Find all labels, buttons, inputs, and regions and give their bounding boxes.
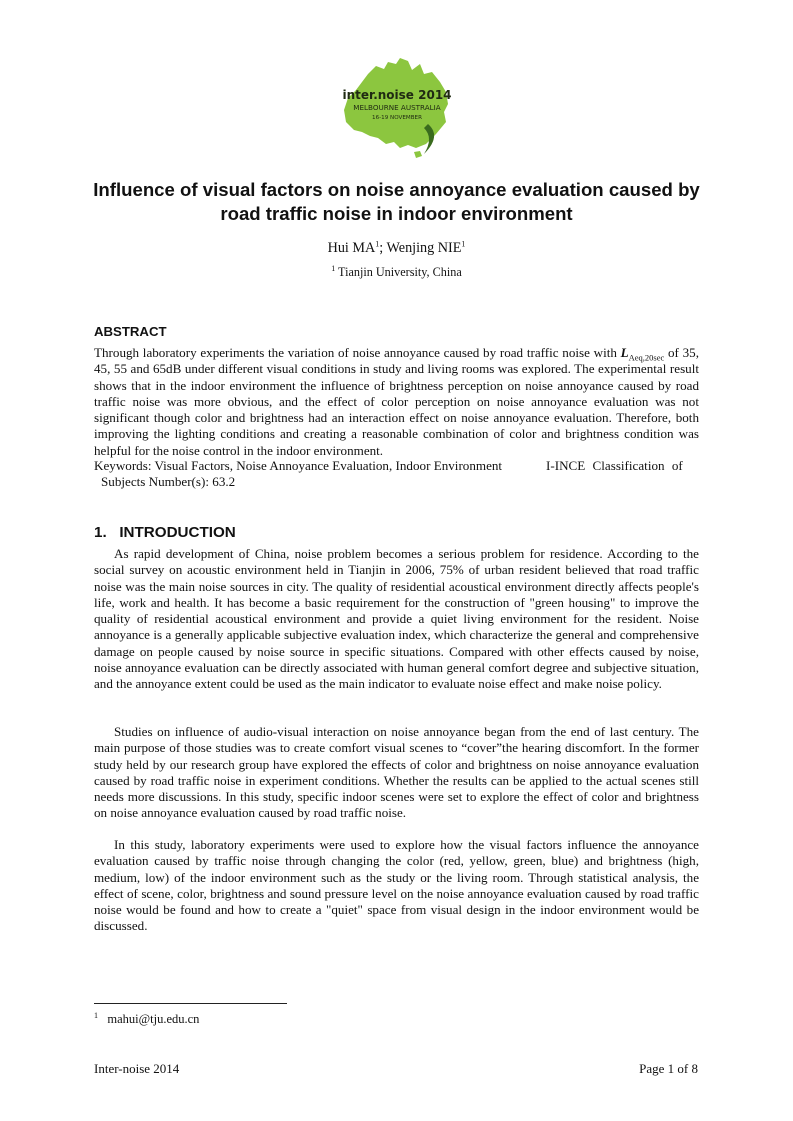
title-line2: road traffic noise in indoor environment xyxy=(220,202,573,224)
conference-logo xyxy=(316,52,478,160)
footnote-mark: 1 xyxy=(94,1010,98,1020)
logo-line2: MELBOURNE AUSTRALIA xyxy=(353,103,441,112)
paper-title xyxy=(60,178,733,225)
author-separator: ; xyxy=(379,240,387,256)
footnote-divider xyxy=(94,1003,287,1004)
logo-line3: 16-19 NOVEMBER xyxy=(372,115,422,121)
affiliation-text: Tianjin University, China xyxy=(335,265,462,279)
logo-line1: inter.noise 2014 xyxy=(342,88,452,102)
abstract-text-start: Through laboratory experiments the variation of noise annoyance caused by road traffic noise with xyxy=(94,345,621,360)
laeq-symbol: L xyxy=(620,345,629,360)
introduction-heading: 1. INTRODUCTION xyxy=(94,524,236,541)
intro-paragraph-1: As rapid development of China, noise problem becomes a serious problem for residence. According to the social survey on acoustic environment held in Tianjin in 2006, 75% of urban resident believed that road traffic noise was the main noise sources in city. The quality of residential acoustical environment directly affects people's life, work and health. It has become a basic requirement for the construction of "green housing" to improve the quality of residential acoustical environment and provide a quiet living environment for the resident. Noise annoyance is a generally applicable subjective evaluation index, which characterize the general and comprehensive damage on people caused by noise source in specific situations. Compared with other effects caused by noise, noise annoyance evaluation can be directly associated with human general comfort degree and subjective situation, and the annoyance extent could be used as the main indicator to evaluate noise effect and make noise policy. xyxy=(94,546,699,691)
author-2-affiliation-mark: 1 xyxy=(461,239,466,249)
intro-paragraph-3: In this study, laboratory experiments were used to explore how the visual factors influence the annoyance evaluation caused by traffic noise through changing the color (red, yellow, green, blue) and brightness (high, medium, low) of the indoor environment such as the study or the living room. Through statistical analysis, the effect of scene, color, brightness and sound pressure level on the noise annoyance evaluation caused by road traffic noise would be found and how to create a "quiet" space from visual design in the indoor environment would be discussed. xyxy=(94,837,699,934)
abstract-text-rest: of 35, 45, 55 and 65dB under different visual conditions in study and living rooms was explored. The experimental result shows that in the indoor environment the influence of brightness perception on noise annoyance caused by road traffic noise was more obvious, and the effect of color perception on noise annoyance evaluation was not significant though color and brightness had an interaction effect on noise annoyance evaluation. Therefore, both improving the lighting conditions and creating a reasonable combination of color and brightness condition was helpful for the noise control in the indoor environment. xyxy=(94,345,699,458)
intro-paragraph-2: Studies on influence of audio-visual interaction on noise annoyance began from the end of last century. The main purpose of those studies was to create comfort visual scenes to “cover”the hearing discomfort. In the former study held by our research group have explored the effects of color and brightness on noise annoyance evaluation caused by road traffic noise in experiment conditions. Whether the results can be applied to the actual scenes still needs more discussions. In this study, specific indoor scenes were set to explore the effect of color and brightness on noise annoyance evaluation caused by road traffic noise. xyxy=(94,724,699,821)
keywords-block xyxy=(94,458,699,491)
classification-label: I-INCE Classification of xyxy=(546,458,683,473)
laeq-subscript: Aeq,20sec xyxy=(628,352,665,363)
author-2: Wenjing NIE xyxy=(386,240,462,256)
keywords-text: Keywords: Visual Factors, Noise Annoyance Evaluation, Indoor Environment xyxy=(94,458,503,473)
author-1-affiliation-mark: 1 xyxy=(375,239,380,249)
author-1: Hui MA xyxy=(327,240,376,256)
footnote xyxy=(94,1012,199,1027)
abstract-body xyxy=(94,345,699,459)
subjects-number: Subjects Number(s): 63.2 xyxy=(101,474,236,490)
affiliation xyxy=(0,265,793,280)
title-line1: Influence of visual factors on noise annoyance evaluation caused by xyxy=(93,179,700,200)
abstract-heading: ABSTRACT xyxy=(94,324,167,339)
footer-page-number: Page 1 of 8 xyxy=(639,1061,698,1076)
author-email[interactable]: mahui@tju.edu.cn xyxy=(107,1012,200,1026)
author-list xyxy=(0,240,793,257)
tasmania-shape xyxy=(414,151,422,158)
affiliation-mark: 1 xyxy=(331,263,336,273)
footer-conference: Inter-noise 2014 xyxy=(94,1061,180,1076)
